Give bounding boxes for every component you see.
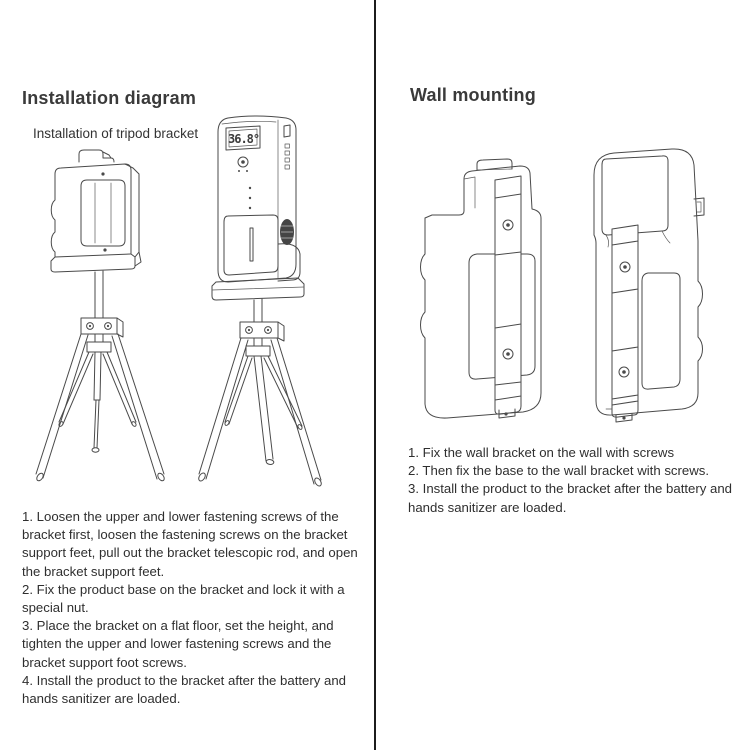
tripod-instructions <box>22 508 372 708</box>
instruction-step: 4. Install the product to the bracket after the battery and hands sanitizer are loaded. <box>22 672 347 707</box>
wall-mounted-device-diagram <box>558 143 708 428</box>
instruction-step: 3. Place the bracket on a flat floor, set the height, and tighten the upper and lower fastening screws and the bracket support foot screws. <box>22 618 334 670</box>
wall-bracket-diagram <box>405 158 555 438</box>
wall-instructions <box>408 444 746 517</box>
section-divider <box>374 0 376 750</box>
bracket-screw-dots <box>89 172 109 327</box>
temperature-display: 36.8° <box>228 132 260 146</box>
tripod-section-subtitle: Installation of tripod bracket <box>33 126 199 141</box>
wall-section-title: Wall mounting <box>410 85 536 105</box>
instruction-step: 3. Install the product to the bracket after the battery and hands sanitizer are loaded. <box>408 481 733 515</box>
instruction-step: 1. Loosen the upper and lower fastening screws of the bracket first, loosen the fastening screws on the bracket support feet, pull out the bracket telescopic rod, and open the bracket support feet. <box>22 509 358 579</box>
tripod-section-title: Installation diagram <box>22 88 197 108</box>
tripod-bracket-diagram <box>35 148 195 500</box>
instruction-step: 2. Then fix the base to the wall bracket with screws. <box>408 463 710 479</box>
instruction-step: 1. Fix the wall bracket on the wall with screws <box>408 445 675 460</box>
instruction-step: 2. Fix the product base on the bracket and lock it with a special nut. <box>22 581 345 616</box>
tripod-device-diagram <box>190 112 350 492</box>
